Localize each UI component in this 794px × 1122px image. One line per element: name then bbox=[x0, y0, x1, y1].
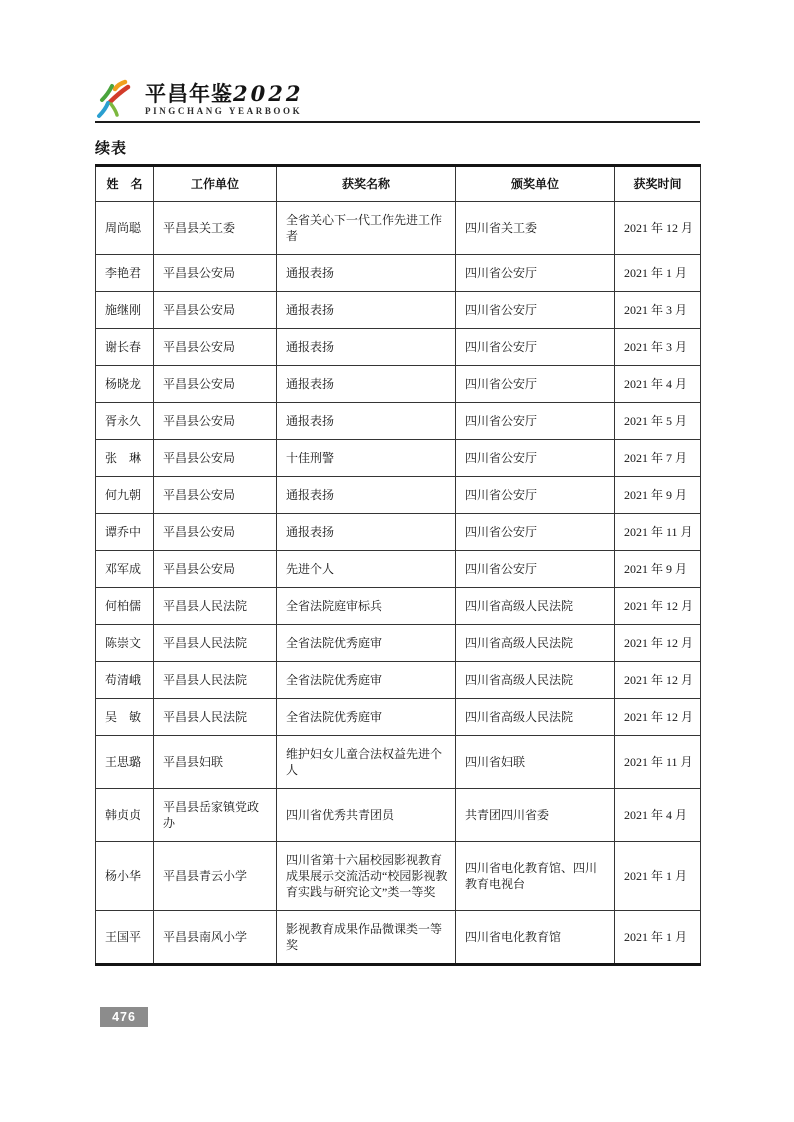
column-header: 获奖名称 bbox=[277, 166, 456, 202]
table-header-row bbox=[96, 166, 701, 202]
cell-award-name: 全省法院优秀庭审 bbox=[277, 662, 456, 699]
cell-work-unit: 平昌县岳家镇党政办 bbox=[154, 789, 277, 842]
table-row bbox=[96, 911, 701, 965]
cell-award-issuer: 四川省高级人民法院 bbox=[456, 662, 615, 699]
cell-name: 王思璐 bbox=[96, 736, 154, 789]
cell-award-issuer: 四川省高级人民法院 bbox=[456, 699, 615, 736]
cell-name: 施继刚 bbox=[96, 292, 154, 329]
cell-award-name: 通报表扬 bbox=[277, 255, 456, 292]
cell-award-date: 2021 年 1 月 bbox=[615, 911, 701, 965]
table-row bbox=[96, 789, 701, 842]
table-row bbox=[96, 292, 701, 329]
cell-award-issuer: 四川省公安厅 bbox=[456, 514, 615, 551]
cell-award-date: 2021 年 12 月 bbox=[615, 588, 701, 625]
cell-award-name: 先进个人 bbox=[277, 551, 456, 588]
cell-award-date: 2021 年 4 月 bbox=[615, 789, 701, 842]
cell-award-name: 全省法院庭审标兵 bbox=[277, 588, 456, 625]
cell-name: 何九朝 bbox=[96, 477, 154, 514]
cell-work-unit: 平昌县公安局 bbox=[154, 366, 277, 403]
cell-work-unit: 平昌县公安局 bbox=[154, 292, 277, 329]
cell-name: 杨小华 bbox=[96, 842, 154, 911]
cell-award-date: 2021 年 3 月 bbox=[615, 329, 701, 366]
yearbook-title bbox=[145, 82, 303, 106]
column-header: 获奖时间 bbox=[615, 166, 701, 202]
cell-award-issuer: 四川省公安厅 bbox=[456, 292, 615, 329]
cell-award-date: 2021 年 11 月 bbox=[615, 736, 701, 789]
cell-award-issuer: 四川省高级人民法院 bbox=[456, 625, 615, 662]
cell-award-date: 2021 年 4 月 bbox=[615, 366, 701, 403]
cell-award-name: 十佳刑警 bbox=[277, 440, 456, 477]
cell-work-unit: 平昌县南风小学 bbox=[154, 911, 277, 965]
table-row bbox=[96, 551, 701, 588]
cell-award-issuer: 四川省电化教育馆 bbox=[456, 911, 615, 965]
cell-name: 韩贞贞 bbox=[96, 789, 154, 842]
cell-award-issuer: 四川省公安厅 bbox=[456, 440, 615, 477]
cell-work-unit: 平昌县青云小学 bbox=[154, 842, 277, 911]
cell-award-name: 通报表扬 bbox=[277, 477, 456, 514]
cell-award-date: 2021 年 3 月 bbox=[615, 292, 701, 329]
cell-name: 胥永久 bbox=[96, 403, 154, 440]
cell-award-date: 2021 年 9 月 bbox=[615, 477, 701, 514]
table-row bbox=[96, 403, 701, 440]
cell-award-date: 2021 年 12 月 bbox=[615, 662, 701, 699]
cell-award-issuer: 四川省电化教育馆、四川教育电视台 bbox=[456, 842, 615, 911]
cell-award-name: 影视教育成果作品微课类一等奖 bbox=[277, 911, 456, 965]
masthead-titles bbox=[145, 82, 303, 117]
cell-name: 杨晓龙 bbox=[96, 366, 154, 403]
cell-award-name: 通报表扬 bbox=[277, 329, 456, 366]
cell-award-name: 全省法院优秀庭审 bbox=[277, 625, 456, 662]
yearbook-title-cn: 平昌年鉴 bbox=[145, 81, 233, 106]
cell-award-date: 2021 年 5 月 bbox=[615, 403, 701, 440]
cell-award-name: 四川省优秀共青团员 bbox=[277, 789, 456, 842]
yearbook-title-year: 2022 bbox=[233, 80, 304, 106]
cell-award-name: 维护妇女儿童合法权益先进个人 bbox=[277, 736, 456, 789]
cell-award-date: 2021 年 9 月 bbox=[615, 551, 701, 588]
table-row bbox=[96, 514, 701, 551]
column-header: 工作单位 bbox=[154, 166, 277, 202]
cell-award-issuer: 共青团四川省委 bbox=[456, 789, 615, 842]
cell-work-unit: 平昌县人民法院 bbox=[154, 699, 277, 736]
cell-work-unit: 平昌县公安局 bbox=[154, 551, 277, 588]
cell-award-name: 全省关心下一代工作先进工作者 bbox=[277, 202, 456, 255]
cell-award-issuer: 四川省公安厅 bbox=[456, 551, 615, 588]
table-row bbox=[96, 588, 701, 625]
cell-work-unit: 平昌县公安局 bbox=[154, 477, 277, 514]
cell-award-issuer: 四川省公安厅 bbox=[456, 403, 615, 440]
cell-award-date: 2021 年 12 月 bbox=[615, 625, 701, 662]
awards-table bbox=[95, 164, 701, 966]
cell-name: 李艳君 bbox=[96, 255, 154, 292]
cell-name: 王国平 bbox=[96, 911, 154, 965]
cell-name: 何柏儒 bbox=[96, 588, 154, 625]
table-row bbox=[96, 366, 701, 403]
cell-award-issuer: 四川省高级人民法院 bbox=[456, 588, 615, 625]
cell-award-name: 四川省第十六届校园影视教育成果展示交流活动“校园影视教育实践与研究论文”类一等奖 bbox=[277, 842, 456, 911]
cell-award-date: 2021 年 7 月 bbox=[615, 440, 701, 477]
table-row bbox=[96, 736, 701, 789]
cell-name: 陈崇文 bbox=[96, 625, 154, 662]
cell-award-date: 2021 年 1 月 bbox=[615, 842, 701, 911]
cell-award-issuer: 四川省妇联 bbox=[456, 736, 615, 789]
table-row bbox=[96, 329, 701, 366]
column-header: 姓 名 bbox=[96, 166, 154, 202]
cell-award-name: 通报表扬 bbox=[277, 366, 456, 403]
table-row bbox=[96, 625, 701, 662]
cell-name: 谭乔中 bbox=[96, 514, 154, 551]
cell-work-unit: 平昌县公安局 bbox=[154, 440, 277, 477]
cell-award-date: 2021 年 12 月 bbox=[615, 202, 701, 255]
cell-work-unit: 平昌县公安局 bbox=[154, 403, 277, 440]
table-row bbox=[96, 440, 701, 477]
masthead-divider bbox=[95, 121, 700, 123]
table-row bbox=[96, 477, 701, 514]
cell-award-name: 通报表扬 bbox=[277, 292, 456, 329]
masthead bbox=[95, 78, 700, 120]
yearbook-logo-icon bbox=[95, 78, 141, 120]
cell-work-unit: 平昌县妇联 bbox=[154, 736, 277, 789]
cell-award-issuer: 四川省公安厅 bbox=[456, 477, 615, 514]
cell-award-date: 2021 年 12 月 bbox=[615, 699, 701, 736]
cell-name: 谢长春 bbox=[96, 329, 154, 366]
cell-work-unit: 平昌县公安局 bbox=[154, 514, 277, 551]
cell-work-unit: 平昌县人民法院 bbox=[154, 662, 277, 699]
table-row bbox=[96, 255, 701, 292]
cell-work-unit: 平昌县公安局 bbox=[154, 255, 277, 292]
yearbook-subtitle: PINGCHANG YEARBOOK bbox=[145, 105, 303, 116]
cell-award-date: 2021 年 11 月 bbox=[615, 514, 701, 551]
continued-table-label: 续表 bbox=[95, 140, 128, 157]
page-number-badge: 476 bbox=[100, 1007, 148, 1027]
cell-award-name: 全省法院优秀庭审 bbox=[277, 699, 456, 736]
table-row bbox=[96, 699, 701, 736]
cell-name: 苟清峨 bbox=[96, 662, 154, 699]
cell-name: 邓军成 bbox=[96, 551, 154, 588]
cell-award-date: 2021 年 1 月 bbox=[615, 255, 701, 292]
cell-award-name: 通报表扬 bbox=[277, 514, 456, 551]
cell-work-unit: 平昌县人民法院 bbox=[154, 625, 277, 662]
cell-award-issuer: 四川省公安厅 bbox=[456, 366, 615, 403]
table-row bbox=[96, 662, 701, 699]
cell-name: 张 琳 bbox=[96, 440, 154, 477]
table-row bbox=[96, 842, 701, 911]
cell-award-issuer: 四川省公安厅 bbox=[456, 255, 615, 292]
column-header: 颁奖单位 bbox=[456, 166, 615, 202]
cell-work-unit: 平昌县人民法院 bbox=[154, 588, 277, 625]
cell-work-unit: 平昌县关工委 bbox=[154, 202, 277, 255]
table-row bbox=[96, 202, 701, 255]
cell-name: 吴 敏 bbox=[96, 699, 154, 736]
cell-award-issuer: 四川省公安厅 bbox=[456, 329, 615, 366]
cell-award-issuer: 四川省关工委 bbox=[456, 202, 615, 255]
cell-award-name: 通报表扬 bbox=[277, 403, 456, 440]
cell-name: 周尚聪 bbox=[96, 202, 154, 255]
cell-work-unit: 平昌县公安局 bbox=[154, 329, 277, 366]
